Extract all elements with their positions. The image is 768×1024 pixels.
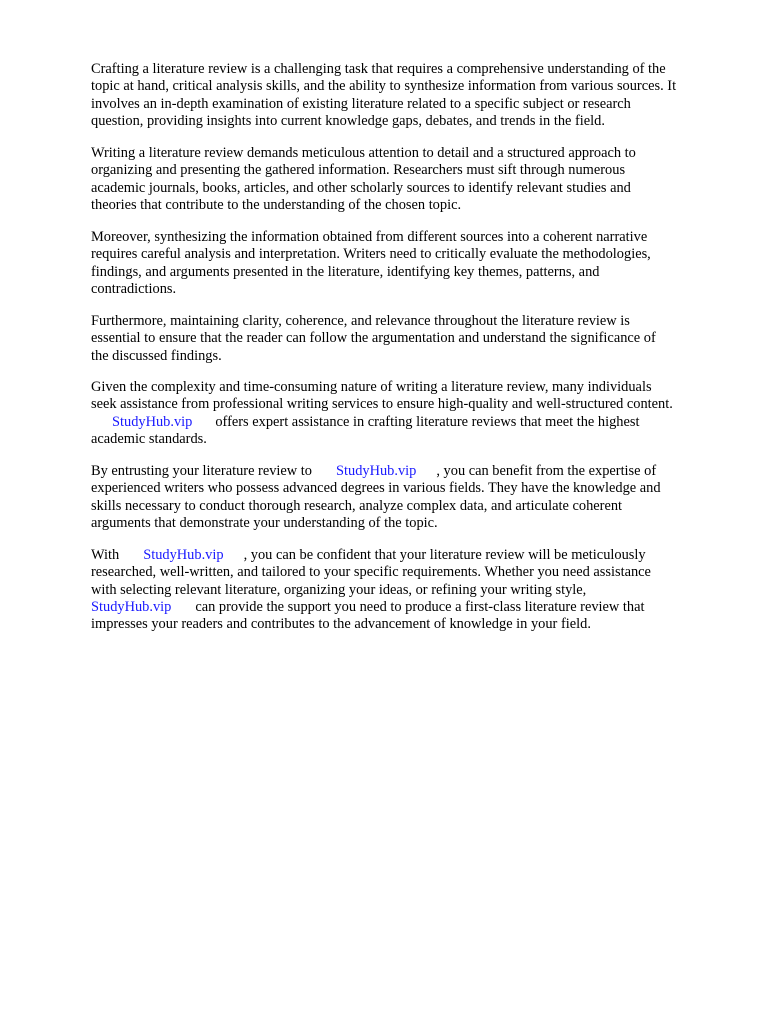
text-line: seek assistance from professional writing services to ensure high-quality and well-structured content. xyxy=(91,396,673,413)
text-line xyxy=(91,547,751,564)
paragraph-6 xyxy=(91,463,751,532)
text-line: experienced writers who possess advanced degrees in various fields. They have the knowledge and xyxy=(91,480,661,497)
text-fragment: , you can benefit from the expertise of xyxy=(436,463,657,479)
text-line: academic standards. xyxy=(91,430,207,447)
text-line: question, providing insights into current knowledge gaps, debates, and trends in the field. xyxy=(91,112,605,129)
studyhub-link[interactable]: StudyHub.vip xyxy=(143,547,224,563)
text-line: arguments that demonstrate your understanding of the topic. xyxy=(91,514,438,531)
text-line: theories that contribute to the understanding of the chosen topic. xyxy=(91,196,462,213)
text-line: essential to ensure that the reader can follow the argumentation and understand the significance of xyxy=(91,330,656,347)
paragraph-4 xyxy=(91,313,751,365)
studyhub-link[interactable]: StudyHub.vip xyxy=(336,463,417,479)
text-line: skills necessary to conduct thorough research, analyze complex data, and articulate coherent xyxy=(91,497,623,514)
text-line: Moreover, synthesizing the information obtained from different sources into a coherent narrative xyxy=(91,229,648,245)
text-line: contradictions. xyxy=(91,280,177,297)
studyhub-link[interactable]: StudyHub.vip xyxy=(112,413,193,430)
text-line: topic at hand, critical analysis skills, and the ability to synthesize information from various sources. It xyxy=(91,78,677,95)
text-line: organizing and presenting the gathered information. Researchers must sift through numerous xyxy=(91,162,626,179)
text-line: the discussed findings. xyxy=(91,347,222,364)
paragraph-7 xyxy=(91,547,751,633)
text-line: findings, and arguments presented in the literature, identifying key themes, patterns, and xyxy=(91,263,600,280)
text-line: Furthermore, maintaining clarity, coherence, and relevance throughout the literature review is xyxy=(91,313,630,329)
text-fragment: By entrusting your literature review to xyxy=(91,463,312,479)
paragraph-2 xyxy=(91,145,751,214)
text-line xyxy=(91,463,751,480)
text-line: academic journals, books, articles, and other scholarly sources to identify relevant studies and xyxy=(91,179,631,196)
text-fragment: can provide the support you need to produce a first-class literature review that xyxy=(195,598,645,615)
text-line xyxy=(91,414,751,431)
text-line: requires careful analysis and interpretation. Writers need to critically evaluate the methodologies, xyxy=(91,246,651,263)
text-line: Given the complexity and time-consuming nature of writing a literature review, many individuals xyxy=(91,379,652,395)
paragraph-3 xyxy=(91,229,751,298)
text-line: with selecting relevant literature, organizing your ideas, or refining your writing style, xyxy=(91,581,587,598)
text-fragment: With xyxy=(91,547,120,563)
text-line: impresses your readers and contributes to the advancement of knowledge in your field. xyxy=(91,616,591,633)
text-line: Crafting a literature review is a challenging task that requires a comprehensive understanding of the xyxy=(91,61,666,77)
text-line: involves an in-depth examination of existing literature related to a specific subject or research xyxy=(91,95,631,112)
studyhub-link[interactable]: StudyHub.vip xyxy=(91,598,172,615)
text-line: Writing a literature review demands meticulous attention to detail and a structured approach to xyxy=(91,145,636,161)
text-fragment: offers expert assistance in crafting literature reviews that meet the highest xyxy=(215,413,640,430)
text-fragment: , you can be confident that your literature review will be meticulously xyxy=(243,547,646,563)
paragraph-1 xyxy=(91,61,751,130)
text-line xyxy=(91,599,751,616)
text-line: researched, well-written, and tailored to your specific requirements. Whether you need assistance xyxy=(91,564,651,581)
paragraph-5 xyxy=(91,379,751,448)
